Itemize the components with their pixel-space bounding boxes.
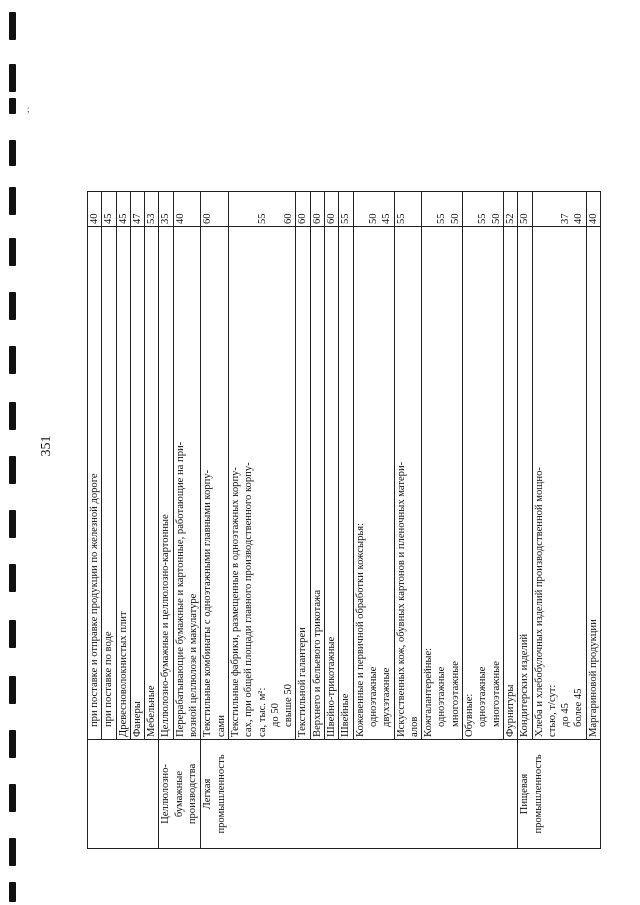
name-cell (532, 227, 586, 740)
name-line: более 45 (573, 688, 585, 727)
value-line: 60 (202, 213, 214, 224)
name-line: Швейные (340, 693, 352, 737)
value-line: 50 (367, 213, 379, 224)
binding-hole (9, 456, 16, 484)
name-line: возной целлюлозе и макулатуре (188, 593, 200, 737)
category-cell (88, 740, 159, 849)
value-cell (518, 192, 532, 227)
binding-hole (9, 784, 16, 812)
name-line: Перерабатывающие бумажные и картонные, работающие на при- (174, 441, 186, 737)
name-line: Текстильной галантереи (297, 627, 309, 737)
name-cell (422, 227, 463, 740)
name-line: при поставке и отправке продукции по железной дороге (89, 473, 100, 727)
name-line: сах, при общей площади главного производственного корпу- (243, 462, 255, 737)
value-cell (463, 192, 504, 227)
value-cell (130, 192, 144, 227)
value-line: 60 (283, 213, 295, 224)
value-line (187, 194, 200, 224)
value-line: 55 (340, 213, 352, 224)
rotated-table-container (87, 191, 599, 849)
value-line: 55 (256, 213, 268, 224)
value-line: 53 (146, 213, 158, 224)
value-line (533, 194, 546, 224)
binding-hole (9, 140, 16, 166)
category-cell: Пищевая промышленность (518, 740, 601, 849)
page-number: 351 (39, 435, 54, 457)
name-line: Кожевенные и первичной обработки кожсырья: (354, 522, 366, 737)
category-cell: Целлюлозно-бумажные производства (159, 740, 201, 849)
name-cell (173, 227, 201, 740)
value-cell (586, 192, 600, 227)
value-line: 45 (103, 213, 115, 224)
binding-hole (9, 730, 16, 758)
binding-hole (9, 12, 16, 40)
name-cell (463, 227, 504, 740)
value-line: 50 (519, 213, 531, 224)
value-line: 40 (587, 213, 599, 224)
binding-hole (9, 238, 16, 266)
value-line (408, 194, 421, 224)
binding-hole (9, 838, 16, 866)
value-cell (116, 192, 130, 227)
value-line: 35 (160, 213, 172, 224)
name-line: Кондитерских изделий (519, 633, 531, 737)
value-line (229, 194, 242, 224)
value-line: 55 (477, 213, 489, 224)
value-line (546, 194, 559, 224)
binding-hole (9, 187, 16, 215)
value-cell (394, 192, 422, 227)
name-cell (159, 227, 173, 740)
name-cell (394, 227, 422, 740)
name-line: двухэтажные (381, 667, 393, 727)
value-line: 40 (573, 213, 585, 224)
name-cell (102, 227, 116, 740)
name-cell (503, 227, 517, 740)
value-line (242, 194, 255, 224)
value-line: 37 (560, 213, 572, 224)
name-cell (310, 227, 324, 740)
value-line (269, 194, 282, 224)
binding-hole (9, 64, 16, 92)
standards-table (87, 191, 601, 849)
value-cell (145, 192, 159, 227)
name-line: до 50 (269, 703, 281, 727)
name-cell (145, 227, 159, 740)
name-line: сами (215, 715, 227, 737)
category-cell: Легкая промышленность (201, 740, 518, 849)
value-cell (353, 192, 394, 227)
table-row (201, 192, 229, 849)
name-line: алов (408, 716, 420, 737)
value-line: 55 (436, 213, 448, 224)
name-line: одноэтажные (367, 666, 379, 727)
value-cell (422, 192, 463, 227)
name-line: одноэтажные (477, 666, 489, 727)
value-line: 50 (490, 213, 502, 224)
name-cell (586, 227, 600, 740)
value-line: 60 (311, 213, 323, 224)
value-line: 40 (89, 213, 100, 224)
value-cell (102, 192, 116, 227)
binding-hole (9, 98, 16, 114)
name-cell (116, 227, 130, 740)
value-line: 55 (395, 213, 407, 224)
value-line: 45 (381, 213, 393, 224)
name-line: одноэтажные (436, 666, 448, 727)
name-line: стью, т/сут: (546, 684, 558, 737)
name-line: Маргариновой продукции (587, 619, 599, 737)
name-cell (518, 227, 532, 740)
name-line: Верхнего и бельевого трикотажа (311, 589, 323, 737)
value-line (422, 194, 435, 224)
value-line (354, 194, 367, 224)
binding-hole (9, 676, 16, 704)
value-line: 60 (326, 213, 338, 224)
name-line: Искусственных кож, обувных картонов и пленочных матери- (395, 461, 407, 737)
value-line (463, 194, 476, 224)
name-line: са, тыс. м²: (256, 687, 268, 737)
name-line: Древесноволокнистых плит (117, 611, 129, 737)
name-line: Мебельные (146, 685, 158, 737)
name-line: многоэтажные (490, 661, 502, 727)
name-line: до 45 (560, 703, 572, 727)
binding-hole (9, 882, 16, 902)
value-line: 60 (297, 213, 309, 224)
name-line: свыше 50 (283, 684, 295, 727)
value-cell (296, 192, 310, 227)
value-cell (325, 192, 339, 227)
value-cell (503, 192, 517, 227)
table-row (159, 192, 173, 849)
value-line: 45 (117, 213, 129, 224)
name-line: при поставке по воде (103, 631, 115, 727)
value-cell (88, 192, 102, 227)
binding-hole (9, 402, 16, 430)
value-cell (173, 192, 201, 227)
name-line: Швейно-трикотажные (326, 636, 338, 737)
value-line: 50 (449, 213, 461, 224)
name-cell (88, 227, 102, 740)
table-row (88, 192, 102, 849)
value-cell (310, 192, 324, 227)
table-row (518, 192, 532, 849)
name-line: Обувные: (464, 693, 476, 737)
value-cell (339, 192, 353, 227)
name-cell (228, 227, 295, 740)
name-cell (353, 227, 394, 740)
name-line: многоэтажные (449, 661, 461, 727)
value-line: 40 (174, 213, 186, 224)
binding-holes (9, 0, 19, 905)
value-cell (532, 192, 586, 227)
value-cell (228, 192, 295, 227)
name-line: Фурнитуры (504, 684, 516, 737)
binding-hole (9, 620, 16, 648)
name-cell (130, 227, 144, 740)
name-cell (339, 227, 353, 740)
binding-hole (9, 346, 16, 374)
value-line (215, 194, 228, 224)
name-line: Целлюлозно-бумажные и целлюлозно-картонные (160, 514, 172, 737)
name-line: Текстильные комбинаты с одноэтажными главными корпу- (202, 469, 214, 737)
binding-hole (9, 292, 16, 320)
stray-mark: ; (27, 104, 30, 114)
name-line: Хлеба и хлебобулочных изделий производственной мощно- (533, 467, 545, 737)
name-cell (325, 227, 339, 740)
name-line: Фанеры (131, 701, 143, 737)
name-line: Текстильные фабрики, размещенные в одноэтажных корпу- (229, 467, 241, 737)
name-cell (201, 227, 229, 740)
value-cell (159, 192, 173, 227)
binding-hole (9, 564, 16, 592)
value-line: 47 (131, 213, 143, 224)
value-cell (201, 192, 229, 227)
name-line: Кожгалантерейные: (423, 647, 435, 737)
value-line: 52 (504, 213, 516, 224)
binding-hole (9, 510, 16, 538)
name-cell (296, 227, 310, 740)
